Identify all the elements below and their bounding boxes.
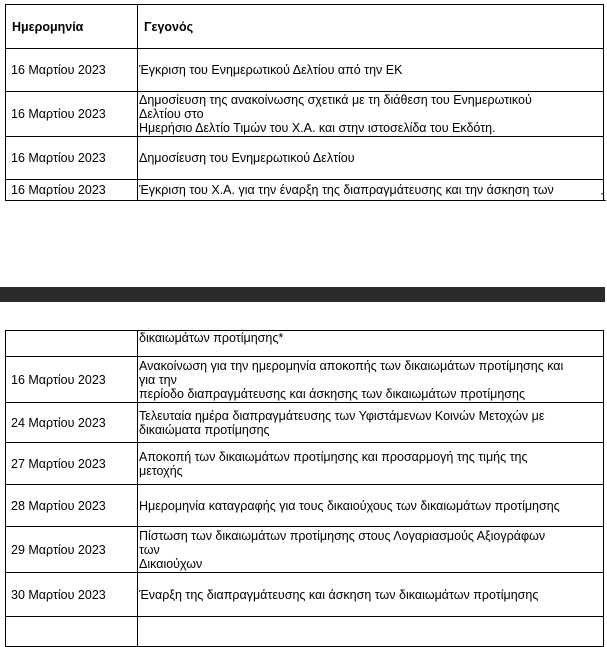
row-event: Ανακοίνωση για την ημερομηνία αποκοπής των δικαιωμάτων προτίμησης και για την περίοδο διαπραγμάτευσης και άσκησης των δικαιωμάτων προτίμησης xyxy=(138,357,604,403)
page-separator xyxy=(0,287,605,302)
table-row xyxy=(6,485,604,527)
row-event: δικαιωμάτων προτίμησης* xyxy=(138,331,604,357)
schedule-table-page2 xyxy=(5,330,604,647)
schedule-table-page1 xyxy=(5,4,604,201)
row-date: 16 Μαρτίου 2023 xyxy=(6,49,138,92)
row-date: 16 Μαρτίου 2023 xyxy=(6,92,138,137)
row-date: 30 Μαρτίου 2023 xyxy=(6,573,138,617)
header-date: Ημερομηνία xyxy=(6,5,138,49)
row-date: 24 Μαρτίου 2023 xyxy=(6,403,138,443)
table-row xyxy=(6,403,604,443)
row-event: Έγκριση του Ενημερωτικού Δελτίου από την ΕΚ xyxy=(138,49,604,92)
table-row xyxy=(6,92,604,137)
table-row xyxy=(6,180,604,201)
header-event: Γεγονός xyxy=(138,5,604,49)
table-row xyxy=(6,331,604,357)
row-date: 16 Μαρτίου 2023 xyxy=(6,180,138,201)
page-marker: 1 xyxy=(600,190,607,204)
row-event: Ημερομηνία καταγραφής για τους δικαιούχους των δικαιωμάτων προτίμησης xyxy=(138,485,604,527)
table-row xyxy=(6,137,604,180)
table-row xyxy=(6,49,604,92)
table-row xyxy=(6,573,604,617)
row-event xyxy=(138,617,604,647)
row-event: Έγκριση του Χ.Α. για την έναρξη της διαπραγμάτευσης και την άσκηση των xyxy=(138,180,604,201)
row-date: 29 Μαρτίου 2023 xyxy=(6,527,138,573)
table-row xyxy=(6,617,604,647)
row-date: 27 Μαρτίου 2023 xyxy=(6,443,138,485)
row-event: Δημοσίευση της ανακοίνωσης σχετικά με τη διάθεση του Ενημερωτικού Δελτίου στο Ημερήσιο Δελτίο Τιμών του Χ.Α. και στην ιστοσελίδα του Εκδότη. xyxy=(138,92,604,137)
table-header-row xyxy=(6,5,604,49)
table-row xyxy=(6,357,604,403)
table-row xyxy=(6,443,604,485)
row-date: 28 Μαρτίου 2023 xyxy=(6,485,138,527)
row-date xyxy=(6,617,138,647)
row-date: 16 Μαρτίου 2023 xyxy=(6,137,138,180)
row-event: Πίστωση των δικαιωμάτων προτίμησης στους Λογαριασμούς Αξιογράφων των Δικαιούχων xyxy=(138,527,604,573)
row-event: Αποκοπή των δικαιωμάτων προτίμησης και προσαρμογή της τιμής της μετοχής xyxy=(138,443,604,485)
row-date: 16 Μαρτίου 2023 xyxy=(6,357,138,403)
table-row xyxy=(6,527,604,573)
row-event: Δημοσίευση του Ενημερωτικού Δελτίου xyxy=(138,137,604,180)
row-date xyxy=(6,331,138,357)
row-event: Έναρξη της διαπραγμάτευσης και άσκηση των δικαιωμάτων προτίμησης xyxy=(138,573,604,617)
row-event: Τελευταία ημέρα διαπραγμάτευσης των Υφιστάμενων Κοινών Μετοχών με δικαιώματα προτίμησης xyxy=(138,403,604,443)
